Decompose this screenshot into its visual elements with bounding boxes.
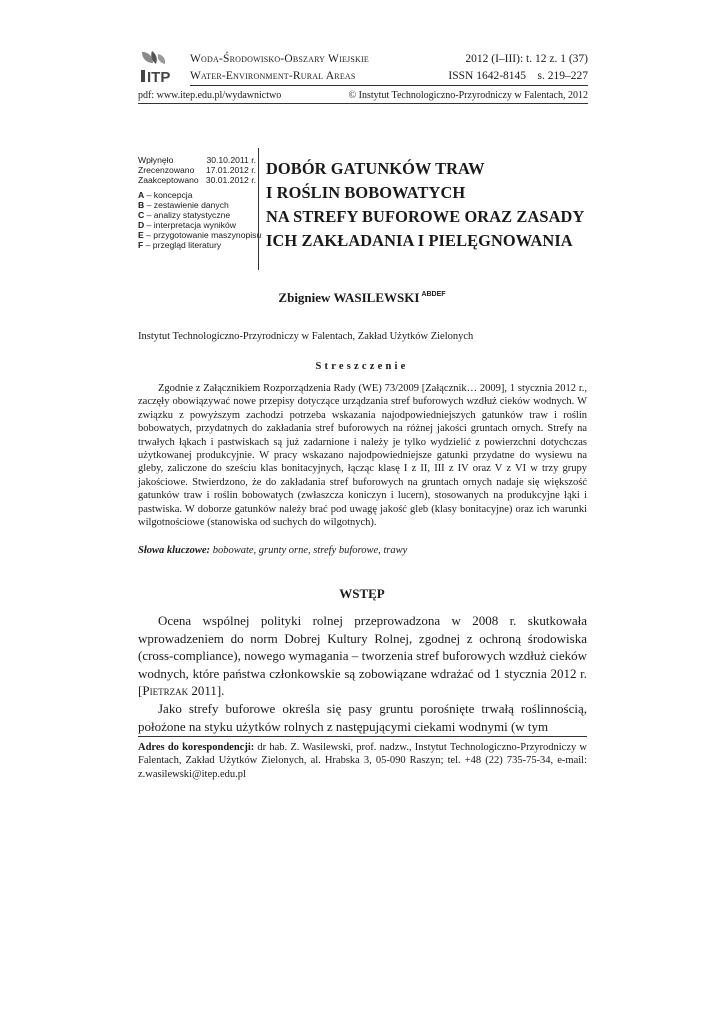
meta-divider — [258, 148, 259, 270]
meta-date-label: Zaakceptowano — [138, 175, 199, 185]
meta-date-row — [138, 155, 256, 165]
author-roles: ABDEF — [421, 291, 446, 298]
copyright: © Instytut Technologiczno-Przyrodniczy w Falentach, 2012 — [348, 90, 588, 101]
contribution-item: F – przegląd literatury — [138, 240, 222, 250]
footnote-label: Adres do korespondencji: — [138, 742, 255, 753]
footnote-text: dr hab. Z. Wasilewski, prof. nadzw., Instytut Technologiczno-Przyrodniczy w Falentach, Zakład Użytków Zielonych, al. Hrabska 3, 05-090 Raszyn; tel. +48 (22) 735-75-34, e-mail: z.wasilewski@itep.edu.pl — [138, 742, 587, 780]
author-name: Zbigniew WASILEWSKI — [278, 290, 420, 305]
journal-name-pl: Woda-Środowisko-Obszary Wiejskie — [190, 53, 369, 65]
contribution-item: D – interpretacja wyników — [138, 220, 236, 230]
keywords-label: Słowa kluczowe: — [138, 545, 211, 556]
footnote-rule — [138, 736, 587, 737]
itp-logo-icon — [138, 50, 190, 84]
issn-pages: ISSN 1642-8145 s. 219–227 — [448, 70, 588, 82]
pdf-url: pdf: www.itep.edu.pl/wydawnictwo — [138, 90, 282, 101]
article-title — [266, 157, 596, 253]
meta-date-label: Zrecenzowano — [138, 165, 195, 175]
keywords — [138, 545, 407, 556]
header-rule — [190, 85, 588, 86]
meta-date-label: Wpłynęło — [138, 155, 174, 165]
contribution-item: B – zestawienie danych — [138, 200, 229, 210]
journal-header — [138, 50, 588, 100]
header-rule-bottom — [138, 103, 588, 104]
logo-text: ITP — [147, 69, 171, 84]
contribution-item: E – przygotowanie maszynopisu — [138, 230, 262, 240]
body-paragraph: Jako strefy buforowe określa się pasy gruntu porośnięte trwałą roślinnością, położone na styku użytków rolnych z następującymi ciekami wodnymi (w tym — [138, 700, 587, 734]
body-text — [138, 612, 587, 735]
title-line: DOBÓR GATUNKÓW TRAW — [266, 159, 485, 178]
abstract — [138, 382, 587, 529]
title-line: NA STREFY BUFOROWE ORAZ ZASADY — [266, 207, 585, 226]
meta-date-value: 17.01.2012 r. — [205, 165, 256, 175]
meta-date-row — [138, 165, 256, 175]
article-meta — [138, 155, 262, 250]
meta-date-value: 30.01.2012 r. — [205, 175, 256, 185]
author — [0, 290, 724, 306]
abstract-heading: Streszczenie — [315, 361, 409, 372]
volume-info: 2012 (I–III): t. 12 z. 1 (37) — [465, 53, 588, 65]
meta-date-row — [138, 175, 256, 185]
contribution-item: A – koncepcja — [138, 190, 193, 200]
section-title: WSTĘP — [339, 586, 385, 601]
journal-name-en: Water-Environment-Rural Areas — [190, 70, 356, 82]
title-line: ICH ZAKŁADANIA I PIELĘGNOWANIA — [266, 231, 573, 250]
affiliation: Instytut Technologiczno-Przyrodniczy w Falentach, Zakład Użytków Zielonych — [138, 331, 474, 342]
meta-date-value: 30.10.2011 r. — [206, 155, 256, 165]
citation-author: Pietrzak — [142, 683, 189, 699]
keywords-text: bobowate, grunty orne, strefy buforowe, trawy — [210, 545, 408, 556]
abstract-text: Zgodnie z Załącznikiem Rozporządzenia Rady (WE) 73/2009 [Załącznik… 2009], 1 stycznia 2012 r., zaczęły obowiązywać nowe przepisy dotyczące urządzania stref buforowych wzdłuż cieków wodnych. W związku z powyższym zachodzi potrzeba wskazania najodpowiedniejszych gatunków traw i roślin bobowatych, przydatnych do zakładania stref buforowych na różnej jakości gruntach ornych. Strefy na trwałych łąkach i pastwiskach są już zadarnione i należy je tylko wydzielić z powierzchni dotychczas użytkowanej produkcyjnie. W pracy wskazano najodpowiedniejsze gatunki przydatne do wysiewu na gleby, zaliczone do sześciu klas bonitacyjnych, łącząc klasę I z II, III z IV oraz V z VI w trzy grupy jakościowe. Stwierdzono, że do zakładania stref buforowych na gruntach ornych nadaje się większość gatunków traw i roślin bobowatych (zwłaszcza koniczyn i lucern), stosowanych na produkcyjne łąki i pastwiska. W doborze gatunków należy brać pod uwagę jakość gleb (klasy bonitacyjne) oraz ich warunki wilgotnościowe (stanowiska od suchych do wilgotnych). — [138, 383, 587, 529]
title-line: I ROŚLIN BOBOWATYCH — [266, 183, 466, 202]
contribution-item: C – analizy statystyczne — [138, 210, 231, 220]
body-paragraph: Ocena wspólnej polityki rolnej przeprowadzona w 2008 r. skutkowała wprowadzeniem do norm Dobrej Kultury Rolnej, zgodnej z ochroną środowiska (cross-compliance), nowego wymagania – tworzenia stref buforowych wzdłuż cieków wodnych, które państwa członkowskie są zobowiązane wdrażać od 1 stycznia 2012 r. [Pietrzak 2011]. — [138, 613, 587, 699]
correspondence-footnote — [138, 741, 587, 781]
